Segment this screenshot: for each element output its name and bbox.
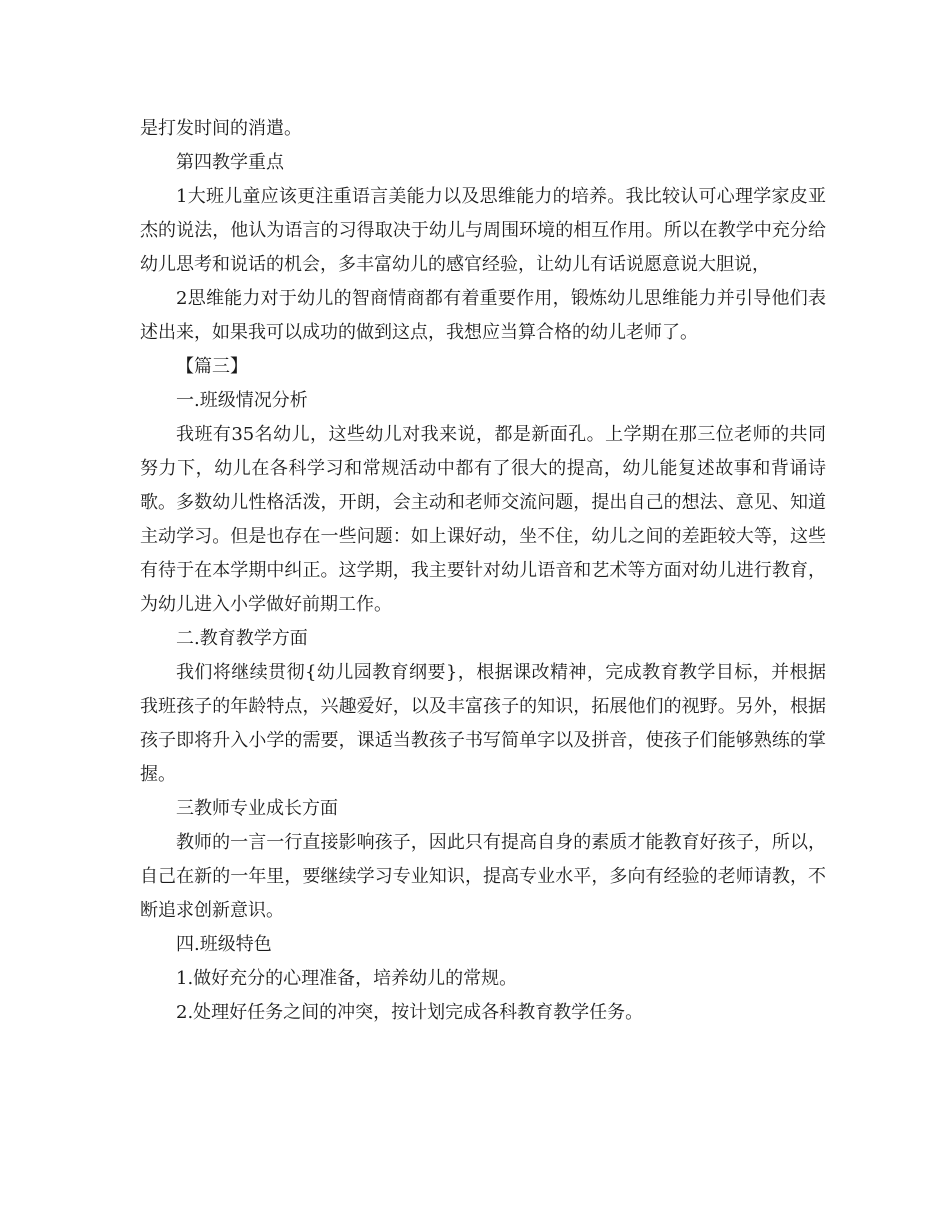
paragraph-continuation: 是打发时间的消遣。 [140, 118, 302, 139]
list-item-feature-1: 1.做好充分的心理准备，培养幼儿的常规。 [176, 968, 518, 989]
paragraph-focus-2: 2思维能力对于幼儿的智商情商都有着重要作用，锻炼幼儿思维能力并引导他们表述出来，如果我可以成功的做到这点，我想应当算合格的幼儿老师了。 [140, 288, 826, 343]
paragraph-class-analysis: 我班有35名幼儿，这些幼儿对我来说，都是新面孔。上学期在那三位老师的共同努力下，幼儿在各科学习和常规活动中都有了很大的提高，幼儿能复述故事和背诵诗歌。多数幼儿性格活泼，开朗，会主动和老师交流问题，提出自己的想法、意见、知道主动学习。但是也存在一些问题：如上课好动，坐不住，幼儿之间的差距较大等，这些有待于在本学期中纠正。这学期，我主要针对幼儿语音和艺术等方面对幼儿进行教育，为幼儿进入小学做好前期工作。 [140, 424, 826, 615]
paragraph-education: 我们将继续贯彻{幼儿园教育纲要}，根据课改精神，完成教育教学目标，并根据我班孩子的年龄特点，兴趣爱好，以及丰富孩子的知识，拓展他们的视野。另外，根据孩子即将升入小学的需要，课适当教孩子书写简单字以及拼音，使孩子们能够熟练的掌握。 [140, 662, 826, 785]
section-heading-class-features: 四.班级特色 [176, 934, 272, 955]
paragraph-focus-1: 1大班儿童应该更注重语言美能力以及思维能力的培养。我比较认可心理学家皮亚杰的说法，他认为语言的习得取决于幼儿与周围环境的相互作用。所以在教学中充分给幼儿思考和说话的机会，多丰富幼儿的感官经验，让幼儿有话说愿意说大胆说， [140, 186, 826, 275]
list-item-feature-2: 2.处理好任务之间的冲突，按计划完成各科教育教学任务。 [176, 1002, 644, 1023]
section-heading-education: 二.教育教学方面 [176, 628, 308, 649]
document-body [140, 112, 826, 1030]
section-heading-class-analysis: 一.班级情况分析 [176, 390, 308, 411]
section-heading-teaching-focus: 第四教学重点 [176, 152, 284, 173]
section-heading-teacher-growth: 三教师专业成长方面 [176, 798, 338, 819]
chapter-heading-part-three: 【篇三】 [176, 356, 248, 377]
paragraph-teacher-growth: 教师的一言一行直接影响孩子，因此只有提高自身的素质才能教育好孩子，所以，自己在新的一年里，要继续学习专业知识，提高专业水平，多向有经验的老师请教，不断追求创新意识。 [140, 832, 826, 921]
